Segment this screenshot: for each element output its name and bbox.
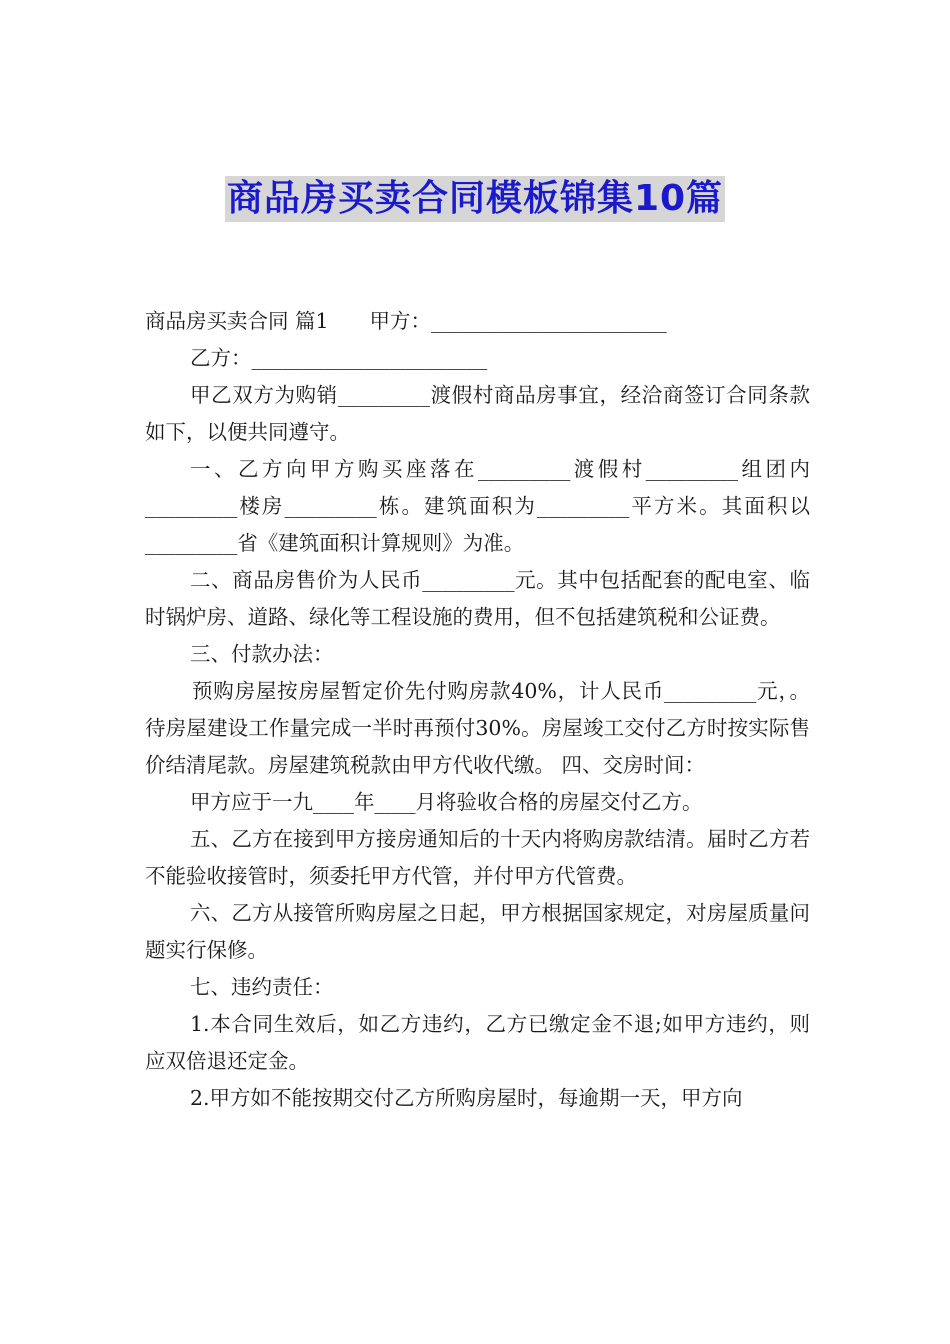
paragraph-clause-2: 二、商品房售价为人民币_________元。其中包括配套的配电室、临时锅炉房、道路、绿化等工程设施的费用，但不包括建筑税和公证费。 bbox=[145, 568, 810, 629]
paragraph-party-b: 乙方：_______________________ bbox=[190, 346, 488, 370]
paragraph-clause-6: 六、乙方从接管所购房屋之日起，甲方根据国家规定，对房屋质量问题实行保修。 bbox=[145, 901, 810, 962]
document-body bbox=[145, 303, 810, 1117]
title-container bbox=[0, 176, 950, 222]
paragraph-breach-2: 2.甲方如不能按期交付乙方所购房屋时，每逾期一天，甲方向 bbox=[190, 1086, 743, 1110]
document-title: 商品房买卖合同模板锦集10篇 bbox=[225, 176, 725, 222]
paragraph-handover-date: 甲方应于一九____年____月将验收合格的房屋交付乙方。 bbox=[190, 790, 703, 814]
paragraph-clause-1: 一、乙方向甲方购买座落在_________渡假村_________组团内_________楼房_________栋。建筑面积为_________平方米。其面积以_________省《建筑面积计算规则》为准。 bbox=[145, 457, 810, 555]
paragraph-heading-party-a: 商品房买卖合同 篇1 甲方：_______________________ bbox=[145, 309, 667, 333]
paragraph-payment: 预购房屋按房屋暂定价先付购房款40%，计人民币_________元，。待房屋建设工作量完成一半时再预付30%。房屋竣工交付乙方时按实际售价结清尾款。房屋建筑税款由甲方代收代缴。 四、交房时间： bbox=[145, 679, 810, 777]
paragraph-clause-7-heading: 七、违约责任： bbox=[190, 975, 334, 999]
paragraph-clause-5: 五、乙方在接到甲方接房通知后的十天内将购房款结清。届时乙方若不能验收接管时，须委托甲方代管，并付甲方代管费。 bbox=[145, 827, 810, 888]
paragraph-breach-1: 1.本合同生效后，如乙方违约，乙方已缴定金不退;如甲方违约，则应双倍退还定金。 bbox=[145, 1012, 810, 1073]
paragraph-intro: 甲乙双方为购销_________渡假村商品房事宜，经洽商签订合同条款如下，以便共同遵守。 bbox=[145, 383, 810, 444]
paragraph-clause-3-heading: 三、付款办法： bbox=[190, 642, 334, 666]
